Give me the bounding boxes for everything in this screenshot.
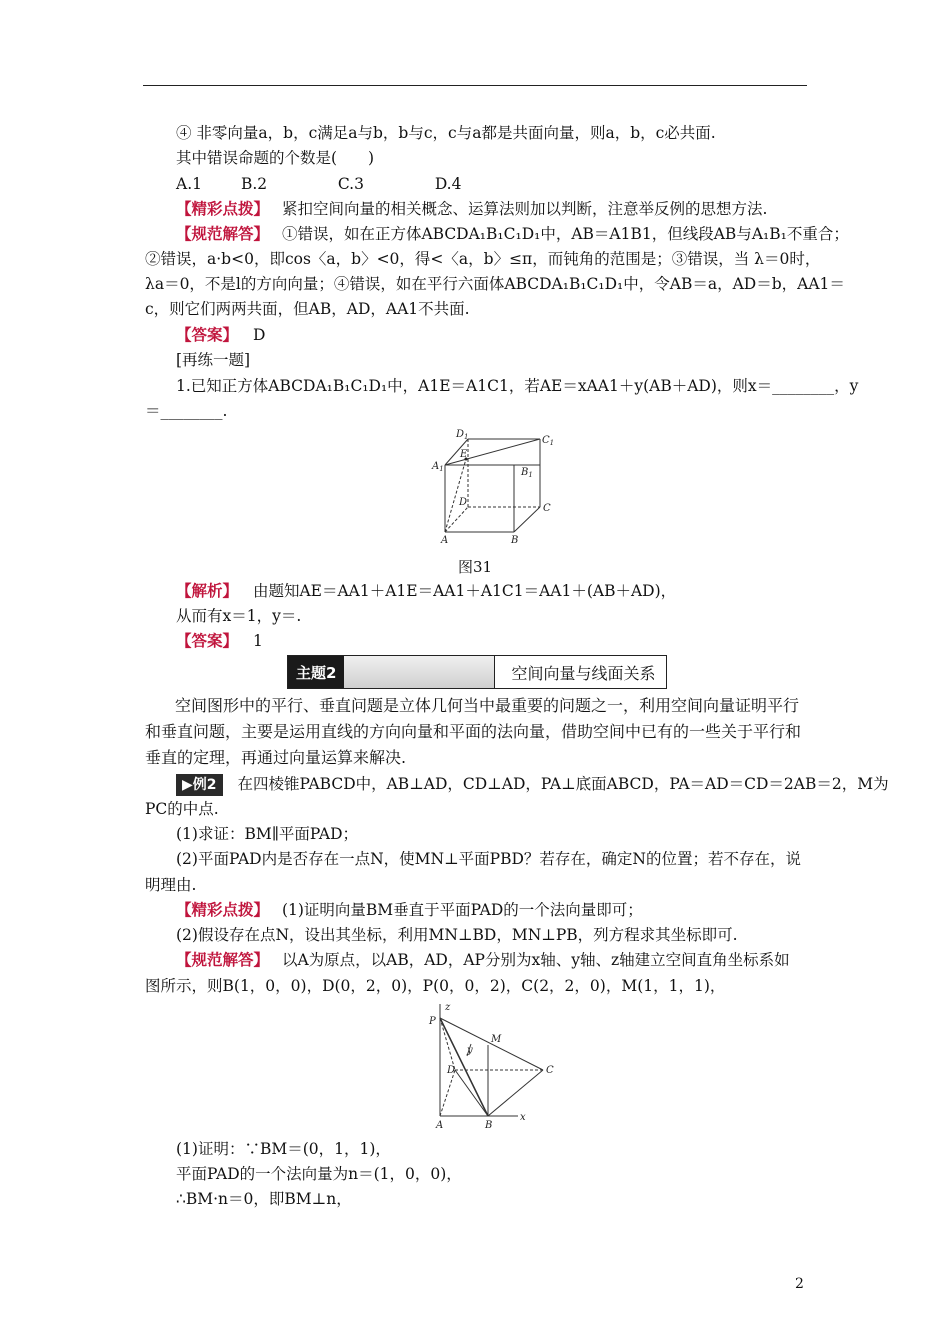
hint-2 [176, 899, 841, 921]
label-b1: B [521, 467, 529, 478]
cube-figure [428, 425, 558, 549]
hint-label: 【精彩点拨】 [176, 199, 270, 218]
svg-text:B1: $B_1$ [521, 467, 533, 479]
topic-title: 空间向量与线面关系 [494, 656, 666, 688]
example-part2: (2)平面PAD内是否存在一点N，使MN⊥平面PBD？若存在，确定N的位置；若不存在，说 [176, 850, 801, 868]
label-d: D [459, 497, 468, 508]
label-c: C [546, 1065, 554, 1076]
solution-2-line2: 图所示，则B(1，0，0)，D(0，2，0)，P(0，0，2)，C(2，2，0)，M(1，1，1)， [145, 977, 726, 995]
option-b: B.2 [240, 175, 268, 193]
solution-line: ①错误，如在正方体ABCDA₁B₁C₁D₁中，AB＝A1B1，但线段AB与A₁B₁不重合； [281, 225, 849, 243]
solution-2 [176, 949, 841, 971]
analysis [176, 580, 841, 602]
hint-label: 【精彩点拨】 [176, 900, 270, 919]
proof-line1: (1)证明：∵BM＝(0，1，1)， [176, 1140, 391, 1158]
question-text: 其中错误命题的个数是( ) [176, 149, 375, 167]
answer-label: 【答案】 [176, 325, 239, 344]
label-z: z [445, 1002, 451, 1013]
practice-line: 1.已知正方体ABCDA₁B₁C₁D₁中，A1E＝A1C1，若AE＝xAA1＋y(AB＋AD)，则x＝________，y [176, 377, 859, 395]
example-2-line1 [176, 773, 889, 796]
svg-text:D1: $D_1$ [456, 429, 469, 441]
topic-bar [344, 656, 494, 688]
header-rule [143, 85, 807, 86]
solution-line: ②错误，a·b<0，即cos〈a，b〉<0，得<〈a，b〉≤π，而钝角的范围是；③错误，当 λ＝0时， [145, 250, 821, 268]
figure-caption: 图31 [457, 558, 493, 576]
answer-text: 1 [252, 632, 263, 650]
label-a: A [436, 1120, 444, 1130]
example-text: 在四棱锥PABCD中，AB⊥AD，CD⊥AD，PA⊥底面ABCD，PA＝AD＝CD＝2AB＝2，M为 [237, 775, 889, 793]
topic-header [287, 655, 667, 689]
solution-text: 以A为原点，以AB，AD，AP分别为x轴、y轴、z轴建立空间直角坐标系如 [281, 951, 790, 969]
page-number: 2 [795, 1276, 804, 1292]
label-c: C [543, 503, 551, 514]
label-b: B [511, 535, 519, 545]
label-c1: C [542, 435, 550, 446]
label-d: D [447, 1065, 456, 1076]
example-part2-cont: 明理由. [145, 876, 197, 894]
option-a: A.1 [176, 175, 202, 193]
proof-line2: 平面PAD的一个法向量为n＝(1，0，0)， [176, 1165, 462, 1183]
intro-paragraph: 空间图形中的平行、垂直问题是立体几何当中最重要的问题之一，利用空间向量证明平行和垂直问题，主要是运用直线的方向向量和平面的法向量，借助空间中已有的一些关于平行和垂直的定理，再通过向量运算来解决. [145, 696, 802, 767]
label-a: A [441, 535, 449, 545]
analysis-text: 由题知AE＝AA1＋A1E＝AA1＋A1C1＝AA1＋(AB＋AD)， [252, 582, 677, 600]
solution-label: 【规范解答】 [176, 950, 270, 969]
analysis-label: 【解析】 [176, 581, 239, 600]
options-row [176, 173, 841, 195]
label-y: y [467, 1045, 473, 1056]
solution-1 [176, 223, 849, 245]
label-a1: A [432, 461, 440, 472]
practice-title: [再练一题] [176, 351, 251, 369]
option-d: D.4 [434, 175, 462, 193]
label-x: x [520, 1112, 526, 1123]
pyramid-figure [423, 1000, 563, 1134]
hint-2-line2: (2)假设存在点N，设出其坐标，利用MN⊥BD，MN⊥PB，列方程求其坐标即可. [176, 926, 738, 944]
topic-tag: 主题2 [288, 656, 344, 688]
solution-line: c，则它们两两共面，但AB，AD，AA1不共面. [145, 300, 470, 318]
example-part1: (1)求证：BM∥平面PAD； [176, 825, 359, 843]
label-b: B [485, 1120, 493, 1130]
answer-label: 【答案】 [176, 631, 239, 650]
solution-line: λa＝0，不是l的方向向量；④错误，如在平行六面体ABCDA₁B₁C₁D₁中，令AB＝a，AD＝b，AA1＝ [145, 275, 845, 293]
statement-4: ④ 非零向量a，b，c满足a与b，b与c，c与a都是共面向量，则a，b，c必共面. [176, 124, 716, 142]
hint-1 [176, 198, 841, 220]
example-2-line2: PC的中点. [145, 800, 219, 818]
svg-text:C1: $C_1$ [542, 435, 555, 447]
answer-1 [176, 324, 841, 346]
answer-2 [176, 630, 841, 652]
solution-label: 【规范解答】 [176, 224, 270, 243]
hint-text: (1)证明向量BM垂直于平面PAD的一个法向量即可； [281, 901, 643, 919]
svg-text:A1: $A_1$ [432, 461, 444, 473]
proof-line3: ∴BM·n＝0，即BM⊥n， [176, 1190, 352, 1208]
option-c: C.3 [337, 175, 364, 193]
label-p: P [429, 1016, 436, 1027]
hint-text: 紧扣空间向量的相关概念、运算法则加以判断，注意举反例的思想方法. [281, 200, 768, 218]
answer-text: D [252, 326, 266, 344]
label-e: E [460, 449, 468, 460]
example-label: ▶例2 [176, 774, 223, 796]
practice-line: ＝________. [145, 402, 228, 420]
label-d1: D [456, 429, 465, 440]
analysis-line2: 从而有x＝1，y＝. [176, 607, 302, 625]
label-m: M [491, 1034, 502, 1045]
